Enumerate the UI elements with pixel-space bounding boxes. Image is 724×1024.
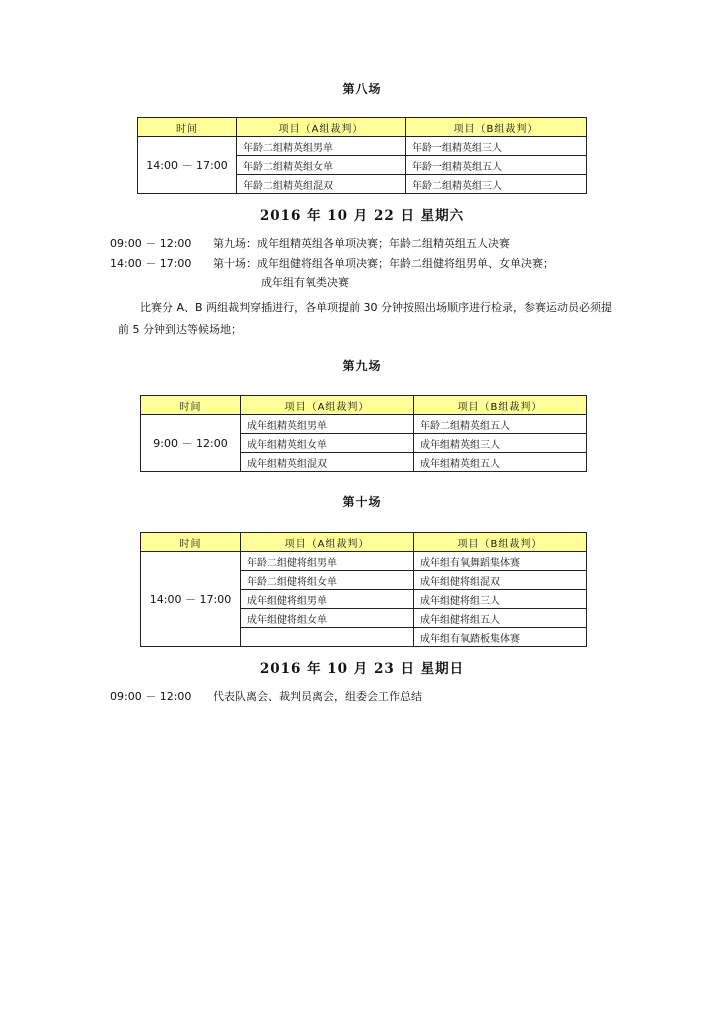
day23-date: 2016 年 10 月 23 日 星期日 bbox=[259, 661, 465, 677]
schedule-continuation: 成年组有氧类决赛 bbox=[261, 276, 349, 289]
group-a-cell: 成年组健将组男单 bbox=[241, 590, 414, 609]
table-header-row bbox=[141, 396, 587, 415]
schedule-line bbox=[110, 255, 554, 271]
group-b-cell: 年龄一组精英组五人 bbox=[406, 156, 587, 175]
group-b-cell: 年龄一组精英组三人 bbox=[406, 137, 587, 156]
group-b-cell: 成年组精英组三人 bbox=[414, 434, 587, 453]
time-header: 时间 bbox=[141, 533, 241, 552]
table-row bbox=[138, 137, 587, 156]
group-a-cell: 年龄二组精英组男单 bbox=[237, 137, 406, 156]
group-a-cell: 成年组精英组男单 bbox=[241, 415, 414, 434]
group-a-cell bbox=[241, 628, 414, 647]
group-b-cell: 成年组有氧踏板集体赛 bbox=[414, 628, 587, 647]
group-a-header: 项目（A组裁判） bbox=[241, 533, 414, 552]
session9-title: 第九场 bbox=[342, 359, 382, 373]
table-row bbox=[141, 552, 587, 571]
schedule-text: 第九场：成年组精英组各单项决赛；年龄二组精英组五人决赛 bbox=[213, 237, 510, 250]
group-b-cell: 年龄二组精英组五人 bbox=[414, 415, 587, 434]
day22-date: 2016 年 10 月 22 日 星期六 bbox=[259, 208, 465, 224]
group-a-cell: 年龄二组精英组女单 bbox=[237, 156, 406, 175]
time-header: 时间 bbox=[141, 396, 241, 415]
schedule-line bbox=[110, 235, 510, 251]
group-b-cell: 成年组有氧舞蹈集体赛 bbox=[414, 552, 587, 571]
group-a-cell: 年龄二组健将组男单 bbox=[241, 552, 414, 571]
group-b-header: 项目（B组裁判） bbox=[406, 118, 587, 137]
group-b-header: 项目（B组裁判） bbox=[414, 396, 587, 415]
session9-table bbox=[140, 395, 587, 472]
group-a-header: 项目（A组裁判） bbox=[237, 118, 406, 137]
group-a-cell: 年龄二组健将组女单 bbox=[241, 571, 414, 590]
group-a-header: 项目（A组裁判） bbox=[241, 396, 414, 415]
group-b-cell: 年龄二组精英组三人 bbox=[406, 175, 587, 194]
group-b-cell: 成年组精英组五人 bbox=[414, 453, 587, 472]
session10-title: 第十场 bbox=[342, 495, 382, 509]
session10-table bbox=[140, 532, 587, 647]
time-cell: 14:00 － 17:00 bbox=[141, 552, 241, 647]
group-b-cell: 成年组健将组三人 bbox=[414, 590, 587, 609]
time-header: 时间 bbox=[138, 118, 237, 137]
schedule-time: 09:00 － 12:00 bbox=[110, 690, 192, 703]
schedule-text: 第十场：成年组健将组各单项决赛；年龄二组健将组男单、女单决赛； bbox=[213, 257, 554, 270]
time-cell: 14:00 － 17:00 bbox=[138, 137, 237, 194]
group-a-cell: 成年组精英组混双 bbox=[241, 453, 414, 472]
time-cell: 9:00 － 12:00 bbox=[141, 415, 241, 472]
schedule-time: 09:00 － 12:00 bbox=[110, 237, 192, 250]
session8-table bbox=[137, 117, 587, 194]
schedule-text: 代表队离会、裁判员离会，组委会工作总结 bbox=[213, 690, 422, 703]
schedule-line bbox=[110, 688, 422, 704]
table-row bbox=[141, 415, 587, 434]
group-b-cell: 成年组健将组五人 bbox=[414, 609, 587, 628]
group-a-cell: 成年组健将组女单 bbox=[241, 609, 414, 628]
session8-title: 第八场 bbox=[342, 82, 382, 96]
table-header-row bbox=[141, 533, 587, 552]
schedule-time: 14:00 － 17:00 bbox=[110, 257, 192, 270]
group-a-cell: 年龄二组精英组混双 bbox=[237, 175, 406, 194]
table-header-row bbox=[138, 118, 587, 137]
rules-note: 比赛分 A、B 两组裁判穿插进行，各单项提前 30 分钟按照出场顺序进行检录，参赛运动员必须提前 5 分钟到达等候场地； bbox=[118, 301, 613, 336]
group-b-header: 项目（B组裁判） bbox=[414, 533, 587, 552]
group-a-cell: 成年组精英组女单 bbox=[241, 434, 414, 453]
group-b-cell: 成年组健将组混双 bbox=[414, 571, 587, 590]
